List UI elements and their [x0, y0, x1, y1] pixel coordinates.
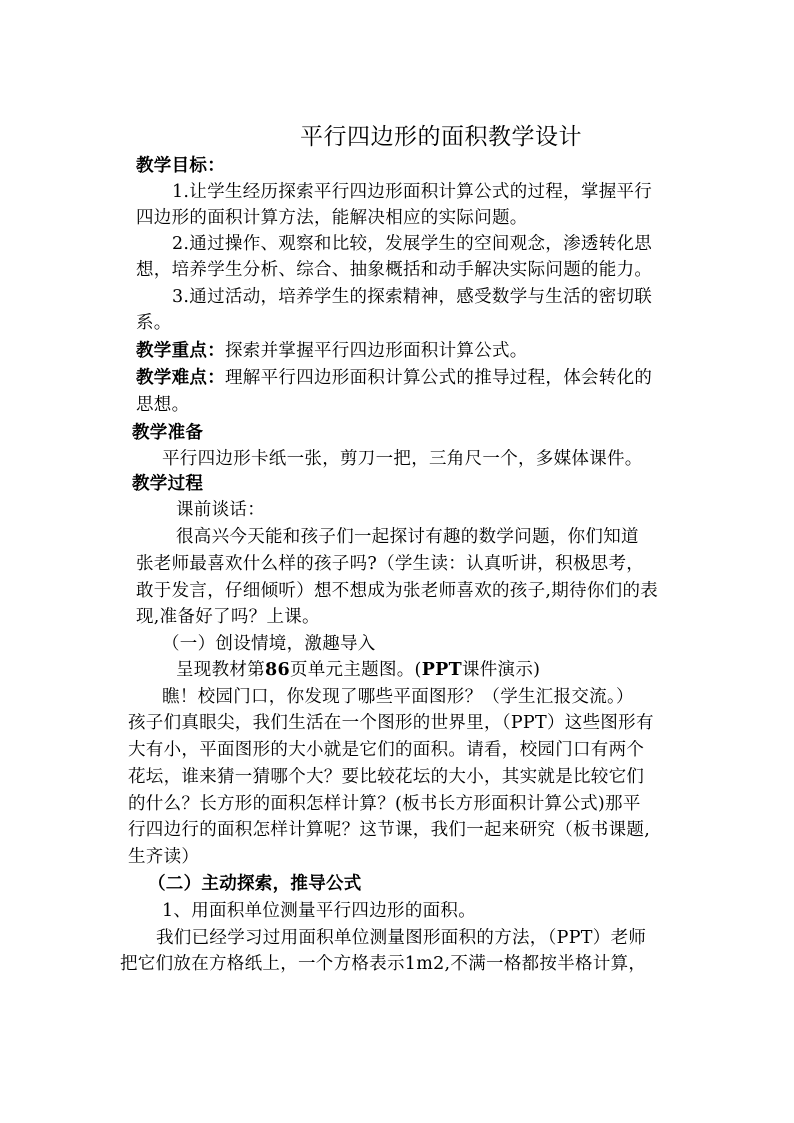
part-1-paragraph-line-6: 行四边行的面积怎样计算呢？这节课，我们一起来研究（板书课题, — [128, 820, 651, 840]
part-1-paragraph-line-3: 大有小，平面图形的大小就是它们的面积。请看，校园门口有两个 — [128, 740, 645, 760]
part-1-paragraph-line-5: 的什么？长方形的面积怎样计算？(板书长方形面积计算公式)那平 — [128, 794, 641, 814]
difficulty-text-line-2: 思想。 — [136, 395, 190, 415]
part-1-text-e: 课件演示) — [461, 660, 541, 680]
objective-1-line-1: 1.让学生经历探索平行四边形面积计算公式的过程，掌握平行 — [172, 182, 653, 202]
talk-line-1: 很高兴今天能和孩子们一起探讨有趣的数学问题，你们知道 — [176, 527, 639, 547]
objective-2-line-1: 2.通过操作、观察和比较，发展学生的空间观念，渗透转化思 — [172, 234, 653, 254]
talk-line-2: 张老师最喜欢什么样的孩子吗?（学生读：认真听讲，积极思考， — [136, 554, 645, 574]
part-1-line-1 — [176, 658, 540, 682]
objective-2-line-2: 想，培养学生分析、综合、抽象概括和动手解决实际问题的能力。 — [136, 260, 653, 280]
objective-3-line-1: 3.通过活动，培养学生的探索精神，感受数学与生活的密切联 — [172, 287, 653, 307]
prep-text: 平行四边形卡纸一张，剪刀一把，三角尺一个，多媒体课件。 — [162, 449, 643, 469]
part-1-paragraph-line-4: 花坛，谁来猜一猜哪个大？要比较花坛的大小，其实就是比较它们 — [128, 767, 645, 787]
process-heading: 教学过程 — [132, 474, 204, 494]
part-1-page-number: 86 — [265, 660, 290, 680]
pre-talk-label: 课前谈话： — [176, 500, 265, 520]
part-1-text-c: 页单元主题图。( — [289, 660, 422, 680]
objective-3-line-2: 系。 — [136, 313, 172, 333]
part-2-item-1: 1、用面积单位测量平行四边形的面积。 — [162, 901, 477, 921]
part-1-paragraph-line-2: 孩子们真眼尖，我们生活在一个图形的世界里，（PPT）这些图形有 — [128, 713, 654, 733]
key-point-label: 教学重点： — [136, 341, 225, 361]
part-1-paragraph-line-1: 瞧！校园门口，你发现了哪些平面图形？（学生汇报交流。） — [162, 687, 634, 707]
difficulty — [136, 366, 652, 390]
part-1-heading: （一）创设情境，激趣导入 — [162, 634, 376, 654]
key-point-text: 探索并掌握平行四边形面积计算公式。 — [225, 341, 528, 361]
part-1-paragraph-line-7: 生齐读） — [128, 847, 200, 867]
difficulty-text-line-1: 理解平行四边形面积计算公式的推导过程，体会转化的 — [225, 368, 653, 388]
objectives-heading: 教学目标： — [136, 156, 225, 176]
part-1-ppt: PPT — [421, 660, 462, 680]
talk-line-3: 敢于发言，仔细倾听）想不想成为张老师喜欢的孩子,期待你们的表 — [136, 581, 659, 601]
part-2-paragraph-line-2: 把它们放在方格纸上，一个方格表示1m2,不满一格都按半格计算， — [120, 954, 647, 974]
difficulty-label: 教学难点： — [136, 368, 225, 388]
prep-heading: 教学准备 — [132, 423, 204, 443]
part-2-paragraph-line-1: 我们已经学习过用面积单位测量图形面积的方法，（PPT）老师 — [156, 928, 647, 948]
objective-1-line-2: 四边形的面积计算方法，能解决相应的实际问题。 — [136, 208, 528, 228]
part-2-heading: （二）主动探索，推导公式 — [148, 874, 362, 894]
document-title: 平行四边形的面积教学设计 — [300, 124, 582, 150]
part-1-text-a: 呈现教材第 — [176, 660, 265, 680]
talk-line-4: 现,准备好了吗？上课。 — [136, 607, 320, 627]
key-point — [136, 339, 528, 363]
